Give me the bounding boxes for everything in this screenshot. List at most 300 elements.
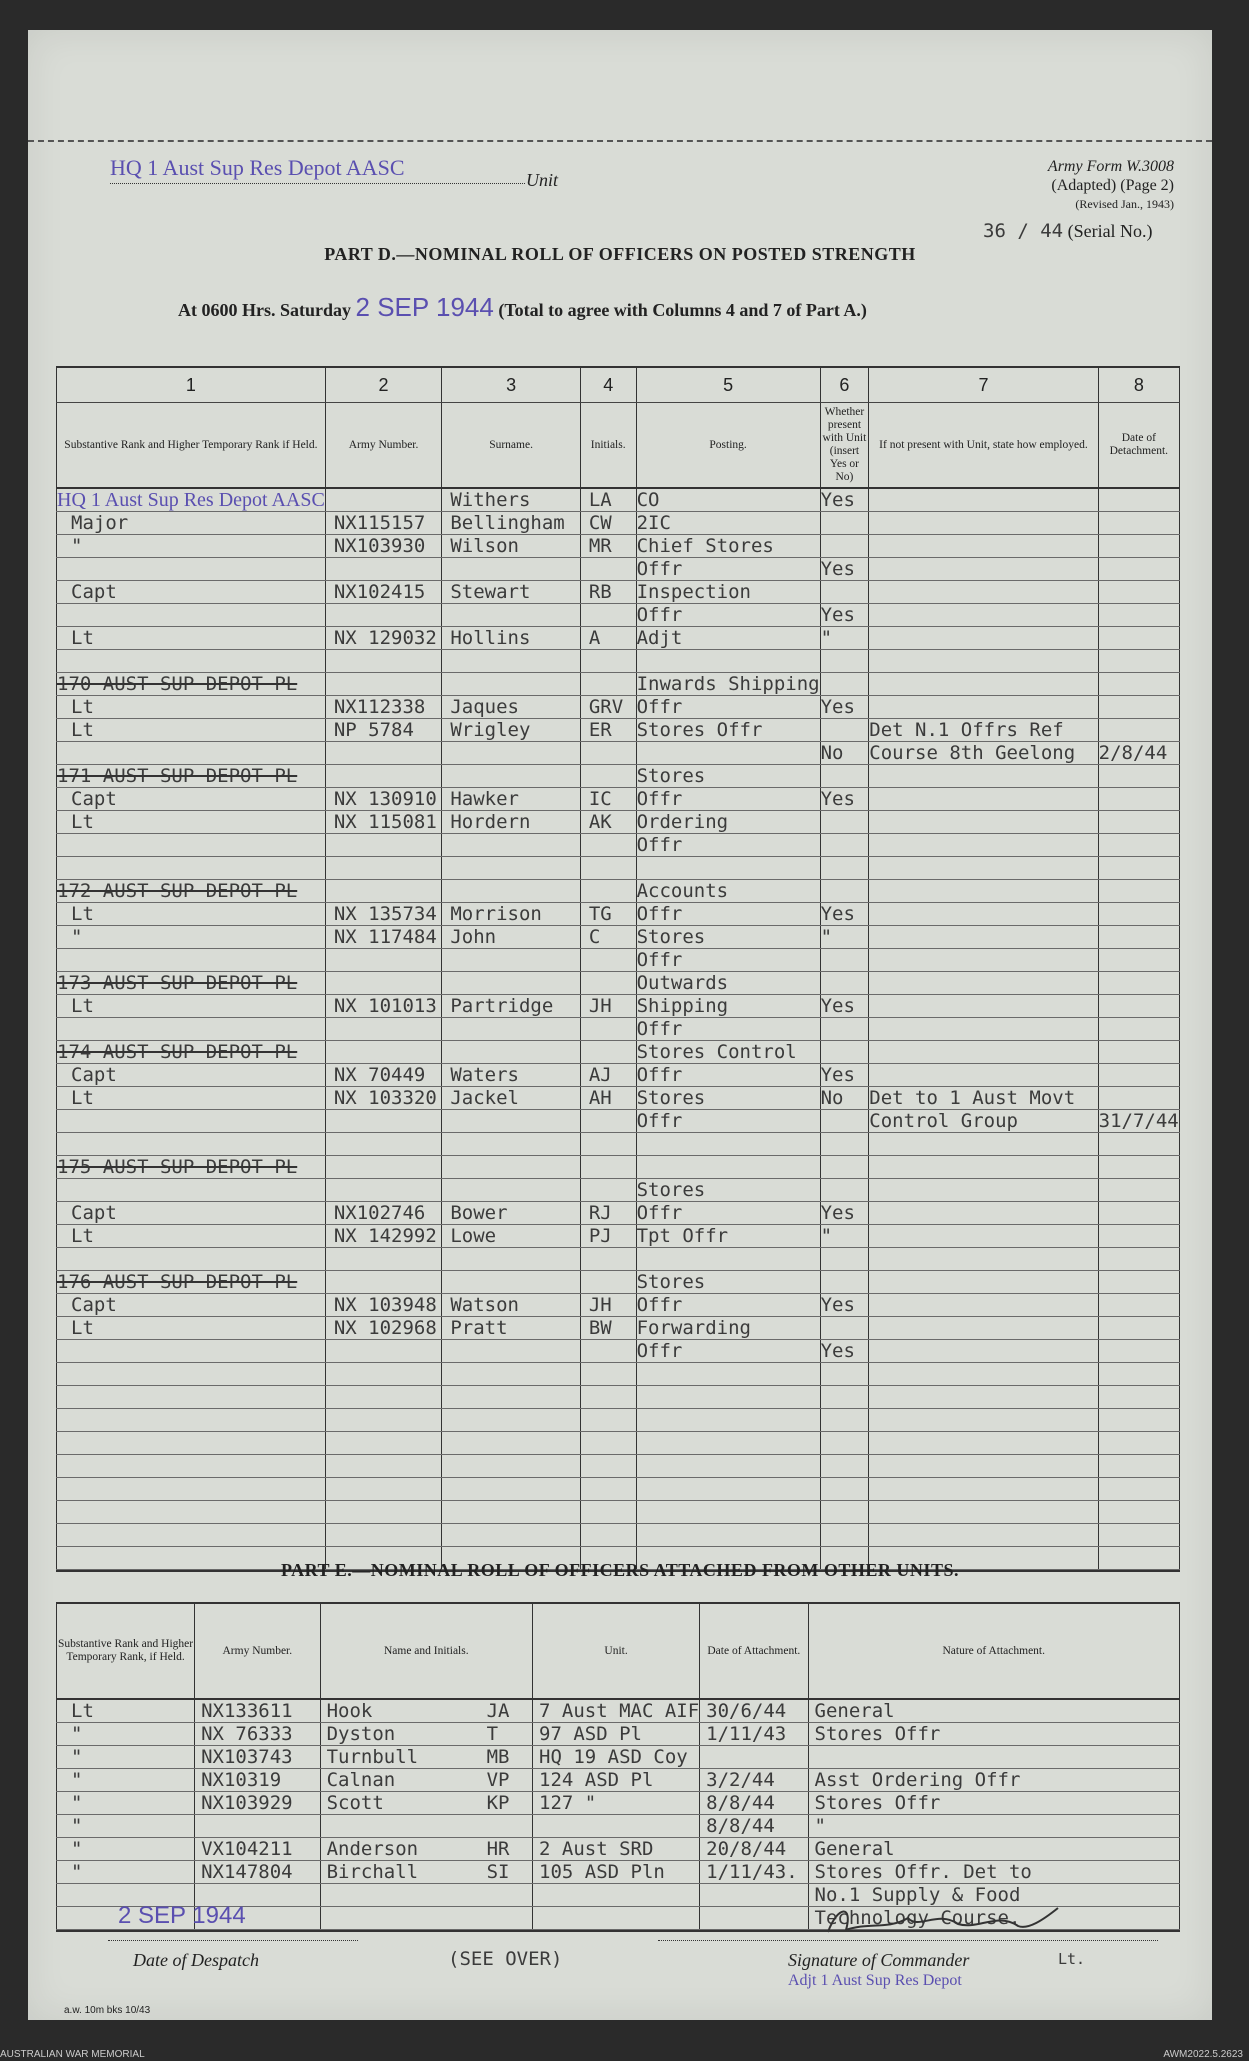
cell-surname: [442, 1409, 581, 1432]
cell-posting: [636, 1225, 820, 1248]
cell-initials-text: KP: [486, 1792, 510, 1814]
cell-rank-text: Lt: [71, 811, 94, 833]
cell-unit-text: [533, 1907, 539, 1929]
cell-initials: [580, 512, 636, 535]
cell-present: [820, 1478, 869, 1501]
table-row: [57, 1524, 1180, 1547]
cell-date-text: 20/8/44: [706, 1838, 787, 1860]
cell-present: [820, 1202, 869, 1225]
at-prefix: At 0600 Hrs. Saturday: [178, 300, 352, 320]
cell-nature: [808, 1769, 1180, 1792]
table-row: [57, 535, 1180, 558]
cell-date: [700, 1861, 808, 1884]
table-row: [57, 765, 1180, 788]
cell-surname: [442, 972, 581, 995]
cell-unit: [533, 1723, 700, 1746]
cell-rank-text: ": [71, 926, 83, 948]
cell-rank: [57, 1386, 326, 1409]
cell-unit: [533, 1884, 700, 1907]
cell-posting: [636, 1179, 820, 1202]
cell-surname: [442, 1133, 581, 1156]
cell-posting-text: Inspection: [636, 581, 751, 603]
cell-surname: [442, 1248, 581, 1271]
cell-number-text: NX147804: [201, 1861, 293, 1883]
table-row: [57, 857, 1180, 880]
cell-rank-text: Capt: [71, 1202, 117, 1224]
cell-employed: [869, 512, 1098, 535]
cell-number: [325, 1409, 442, 1432]
cell-posting: [636, 673, 820, 696]
cell-number: [325, 880, 442, 903]
cell-number: [325, 1064, 442, 1087]
cell-rank-text: Capt: [71, 1294, 117, 1316]
cell-employed: [869, 1478, 1098, 1501]
cell-rank-text: Lt: [71, 696, 94, 718]
cell-posting: [636, 1271, 820, 1294]
cell-present-text: Yes: [820, 995, 855, 1017]
cell-surname: [442, 1524, 581, 1547]
cell-date: [1098, 604, 1179, 627]
part-e-column-header-5: Date of Attachment.: [700, 1603, 808, 1699]
adjutant-stamp: Adjt 1 Aust Sup Res Depot: [788, 1972, 962, 1989]
cell-surname: [442, 719, 581, 742]
cell-present: [820, 673, 869, 696]
cell-rank: [57, 558, 326, 581]
cell-posting-text: CO: [636, 489, 660, 511]
cell-number: [325, 1018, 442, 1041]
cell-employed: [869, 1087, 1098, 1110]
part-e-header-row: [57, 1603, 1180, 1699]
signature-rank: Lt.: [1058, 1950, 1086, 1968]
cell-number: [325, 834, 442, 857]
column-number-row: [57, 367, 1180, 403]
cell-initials: [580, 1386, 636, 1409]
cell-rank: [57, 1501, 326, 1524]
cell-initials: [580, 972, 636, 995]
cell-number: [325, 719, 442, 742]
cell-unit-text: 7 Aust MAC AIF: [539, 1700, 700, 1722]
cell-initials: [580, 627, 636, 650]
cell-rank-text: ": [71, 535, 83, 557]
cell-surname-text: Partridge: [450, 995, 554, 1017]
cell-name-text: Calnan: [326, 1769, 396, 1791]
cell-employed: [869, 558, 1098, 581]
table-row: [57, 1133, 1180, 1156]
cell-present-text: No: [820, 1087, 844, 1109]
cell-present-text: Yes: [820, 1294, 855, 1316]
cell-initials-text: T: [486, 1723, 499, 1745]
cell-number-text: NX102415: [333, 581, 426, 603]
cell-posting-text: Stores: [636, 1179, 706, 1201]
cell-surname: [442, 1041, 581, 1064]
cell-present: [820, 1432, 869, 1455]
cell-number: [325, 926, 442, 949]
cell-initials: [580, 1133, 636, 1156]
cell-rank: [57, 1861, 195, 1884]
cell-initials: [580, 1478, 636, 1501]
cell-present: [820, 558, 869, 581]
cell-surname: [442, 811, 581, 834]
cell-initials: [580, 1064, 636, 1087]
cell-nature-text: Asst Ordering Offr: [814, 1769, 1021, 1791]
cell-initials-text: A: [588, 627, 601, 649]
cell-number: [325, 1340, 442, 1363]
cell-present-text: Yes: [820, 558, 855, 580]
cell-employed: [869, 857, 1098, 880]
cell-initials: [580, 995, 636, 1018]
cell-posting: [636, 488, 820, 512]
cell-rank-text: Lt: [71, 1087, 94, 1109]
cell-initials: [580, 1110, 636, 1133]
archive-credit: AUSTRALIAN WAR MEMORIAL: [0, 2049, 145, 2060]
cell-posting: [636, 1409, 820, 1432]
cell-employed: [869, 1018, 1098, 1041]
cell-posting-text: Offr: [636, 604, 683, 626]
cell-initials-text: CW: [588, 512, 612, 534]
table-row: [57, 650, 1180, 673]
cell-employed: [869, 1294, 1098, 1317]
cell-date: [1098, 1501, 1179, 1524]
cell-employed: [869, 949, 1098, 972]
cell-number: [325, 1455, 442, 1478]
form-revision: (Revised Jan., 1943): [1075, 197, 1174, 211]
cell-posting-text: Adjt: [636, 627, 683, 649]
cell-initials-text: SI: [486, 1861, 510, 1883]
cell-rank: [57, 926, 326, 949]
cell-initials-text: AK: [588, 811, 612, 833]
cell-posting: [636, 1156, 820, 1179]
cell-employed: [869, 903, 1098, 926]
cell-initials-text: JA: [486, 1700, 510, 1722]
cell-date: [1098, 1317, 1179, 1340]
despatch-date-stamp: 2 SEP 1944: [118, 1902, 246, 1929]
cell-number: [325, 1271, 442, 1294]
cell-rank: [57, 604, 326, 627]
cell-unit: [533, 1746, 700, 1769]
cell-present-text: Yes: [820, 1340, 855, 1362]
cell-date: [1098, 1294, 1179, 1317]
cell-present: [820, 1248, 869, 1271]
cell-date: [1098, 535, 1179, 558]
cell-present: [820, 650, 869, 673]
cell-present: [820, 1110, 869, 1133]
cell-date: [1098, 742, 1179, 765]
table-row: [57, 581, 1180, 604]
cell-date: [1098, 1386, 1179, 1409]
cell-initials: [580, 1340, 636, 1363]
cell-date: [1098, 1087, 1179, 1110]
cell-initials-text: IC: [588, 788, 612, 810]
cell-present: [820, 1363, 869, 1386]
cell-surname: [442, 696, 581, 719]
cell-number: [325, 1156, 442, 1179]
cell-date: [1098, 1225, 1179, 1248]
table-row: [57, 995, 1180, 1018]
cell-surname-text: John: [450, 926, 497, 948]
cell-posting-text: Stores Control: [636, 1041, 797, 1063]
cell-number-text: NX 103948: [333, 1294, 437, 1316]
cell-date: [1098, 1064, 1179, 1087]
cell-rank-text: 171 AUST SUP DEPOT PL: [57, 765, 298, 787]
perforation-line: [28, 140, 1212, 142]
cell-nature-text: Stores Offr: [814, 1723, 941, 1745]
cell-initials: [580, 604, 636, 627]
cell-present: [820, 1041, 869, 1064]
cell-surname-text: Waters: [450, 1064, 519, 1086]
cell-employed: [869, 1156, 1098, 1179]
cell-present: [820, 1386, 869, 1409]
cell-rank: [57, 903, 326, 926]
table-row: [57, 1271, 1180, 1294]
cell-date-text: [700, 1884, 706, 1906]
cell-rank: [57, 742, 326, 765]
cell-rank-text: Lt: [71, 1225, 94, 1247]
cell-date: [1098, 1248, 1179, 1271]
cell-present: [820, 1455, 869, 1478]
cell-nature: [808, 1861, 1180, 1884]
cell-present: [820, 1317, 869, 1340]
cell-present: [820, 765, 869, 788]
cell-posting: [636, 604, 820, 627]
cell-number: [325, 1179, 442, 1202]
cell-nature-text: General: [814, 1700, 895, 1722]
table-row: [57, 1294, 1180, 1317]
cell-number-text: NX112338: [333, 696, 426, 718]
cell-rank: [57, 1110, 326, 1133]
cell-surname: [442, 926, 581, 949]
cell-number-text: NX 76333: [201, 1723, 293, 1745]
cell-posting-text: Offr: [636, 558, 683, 580]
table-row: [57, 512, 1180, 535]
cell-initials-text: AH: [588, 1087, 612, 1109]
cell-rank-text: 176 AUST SUP DEPOT PL: [57, 1271, 298, 1293]
cell-nature-text: Stores Offr. Det to: [814, 1861, 1032, 1883]
cell-rank: [57, 1746, 195, 1769]
cell-rank: [57, 627, 326, 650]
unit-dotted-line: [110, 183, 525, 184]
cell-unit-text: 127 ": [539, 1792, 597, 1814]
cell-surname: [442, 604, 581, 627]
cell-surname: [442, 903, 581, 926]
cell-posting: [636, 1501, 820, 1524]
cell-surname: [442, 1271, 581, 1294]
column-number-2: 2: [325, 367, 442, 403]
cell-date: [1098, 1018, 1179, 1041]
cell-surname: [442, 650, 581, 673]
cell-posting-text: Forwarding: [636, 1317, 751, 1339]
cell-name-text: Anderson: [326, 1838, 419, 1860]
cell-nature-text: Technology Course.: [814, 1907, 1021, 1929]
table-row: [57, 949, 1180, 972]
column-number-4: 4: [580, 367, 636, 403]
cell-number: [325, 1133, 442, 1156]
cell-employed: [869, 811, 1098, 834]
cell-rank: [57, 1838, 195, 1861]
cell-initials: [580, 1409, 636, 1432]
cell-posting: [636, 1432, 820, 1455]
table-row: [57, 1018, 1180, 1041]
cell-date: [700, 1723, 808, 1746]
cell-rank-text: [57, 1884, 71, 1906]
table-row: [57, 1815, 1180, 1838]
cell-posting: [636, 1133, 820, 1156]
cell-rank: [57, 1087, 326, 1110]
cell-nature: [808, 1746, 1180, 1769]
cell-posting: [636, 1041, 820, 1064]
table-row: [57, 1363, 1180, 1386]
cell-posting: [636, 811, 820, 834]
cell-nature-text: ": [814, 1815, 826, 1837]
cell-employed: [869, 1455, 1098, 1478]
cell-surname: [442, 857, 581, 880]
cell-posting: [636, 1386, 820, 1409]
cell-rank-text: 174 AUST SUP DEPOT PL: [57, 1041, 298, 1063]
cell-posting: [636, 1018, 820, 1041]
cell-date: [1098, 1110, 1179, 1133]
cell-present-text: ": [820, 926, 833, 948]
cell-number: [325, 788, 442, 811]
cell-unit-text: HQ 19 ASD Coy: [539, 1746, 688, 1768]
cell-initials: [580, 650, 636, 673]
cell-rank-text: HQ 1 Aust Sup Res Depot AASC: [57, 489, 325, 511]
cell-posting-text: Tpt Offr: [636, 1225, 729, 1247]
cell-date: [1098, 1432, 1179, 1455]
cell-date-text: 1/11/43: [706, 1723, 787, 1745]
cell-posting: [636, 926, 820, 949]
cell-rank: [57, 788, 326, 811]
cell-unit: [533, 1838, 700, 1861]
cell-rank: [57, 1317, 326, 1340]
cell-present: [820, 535, 869, 558]
cell-name: [320, 1769, 532, 1792]
cell-surname: [442, 1363, 581, 1386]
cell-posting-text: Chief Stores: [636, 535, 774, 557]
cell-date: [1098, 1156, 1179, 1179]
cell-rank: [57, 995, 326, 1018]
cell-date: [1098, 995, 1179, 1018]
cell-number: [325, 1294, 442, 1317]
cell-present: [820, 1294, 869, 1317]
table-row: [57, 1041, 1180, 1064]
cell-number: [325, 765, 442, 788]
cell-surname-text: Hawker: [450, 788, 519, 810]
cell-date-text: 2/8/44: [1098, 742, 1168, 764]
cell-employed: [869, 535, 1098, 558]
table-row: [57, 696, 1180, 719]
cell-number-text: NP 5784: [333, 719, 414, 741]
cell-employed: [869, 650, 1098, 673]
cell-posting-text: Stores: [636, 1087, 706, 1109]
table-row: [57, 1409, 1180, 1432]
cell-rank: [57, 1202, 326, 1225]
cell-rank-text: ": [71, 1838, 83, 1860]
cell-rank: [57, 581, 326, 604]
cell-posting-text: Offr: [636, 1340, 683, 1362]
cell-date-text: 30/6/44: [706, 1700, 787, 1722]
cell-present: [820, 857, 869, 880]
cell-employed: [869, 696, 1098, 719]
cell-date-text: 8/8/44: [706, 1792, 775, 1814]
cell-surname: [442, 834, 581, 857]
signature-label: Signature of Commander: [788, 1950, 970, 1970]
part-d-table: [56, 366, 1180, 1572]
table-row: [57, 1455, 1180, 1478]
cell-surname: [442, 535, 581, 558]
cell-initials: [580, 949, 636, 972]
cell-name: [320, 1838, 532, 1861]
cell-rank-text: ": [71, 1815, 83, 1837]
cell-employed: [869, 1133, 1098, 1156]
cell-unit: [533, 1792, 700, 1815]
cell-initials: [580, 1524, 636, 1547]
cell-surname: [442, 1087, 581, 1110]
cell-rank: [57, 719, 326, 742]
table-row: [57, 1838, 1180, 1861]
cell-posting: [636, 1524, 820, 1547]
table-row: [57, 880, 1180, 903]
cell-initials-text: VP: [486, 1769, 510, 1791]
part-e-column-header-4: Unit.: [533, 1603, 700, 1699]
cell-posting: [636, 627, 820, 650]
cell-initials: [580, 1087, 636, 1110]
cell-present-text: Yes: [820, 1064, 855, 1086]
cell-date: [700, 1746, 808, 1769]
cell-rank-text: ": [71, 1792, 83, 1814]
printer-note: a.w. 10m bks 10/43: [64, 2005, 151, 2016]
cell-employed: [869, 926, 1098, 949]
signature-dotted-line: [658, 1940, 1158, 1941]
cell-rank: [57, 1455, 326, 1478]
part-e-column-header-2: Army Number.: [195, 1603, 321, 1699]
cell-number: [195, 1723, 321, 1746]
cell-employed: [869, 1317, 1098, 1340]
cell-surname: [442, 765, 581, 788]
cell-employed: [869, 1386, 1098, 1409]
table-row: [57, 1792, 1180, 1815]
cell-number: [325, 512, 442, 535]
cell-posting: [636, 581, 820, 604]
table-row: [57, 1501, 1180, 1524]
cell-rank: [57, 1699, 195, 1723]
cell-rank-text: Major: [71, 512, 129, 534]
cell-date-text: [700, 1746, 706, 1768]
cell-rank: [57, 880, 326, 903]
cell-posting: [636, 696, 820, 719]
column-number-8: 8: [1098, 367, 1179, 403]
at-date-stamp: 2 SEP 1944: [355, 292, 494, 322]
cell-number: [325, 1478, 442, 1501]
cell-employed: [869, 1432, 1098, 1455]
part-e-title: PART E.—NOMINAL ROLL OF OFFICERS ATTACHED FROM OTHER UNITS.: [281, 1560, 959, 1580]
cell-posting-text: Shipping: [636, 995, 729, 1017]
cell-number-text: NX 142992: [333, 1225, 437, 1247]
cell-number-text: NX103930: [333, 535, 426, 557]
cell-employed: [869, 788, 1098, 811]
cell-rank: [57, 673, 326, 696]
cell-rank: [57, 765, 326, 788]
cell-unit-text: [533, 1884, 539, 1906]
cell-name: [320, 1723, 532, 1746]
cell-present: [820, 880, 869, 903]
cell-initials: [580, 926, 636, 949]
cell-date: [1098, 972, 1179, 995]
cell-surname-text: Bellingham: [450, 512, 565, 534]
cell-present-text: Yes: [820, 489, 855, 511]
cell-employed-text: Course 8th Geelong: [869, 742, 1076, 764]
cell-rank-text: ": [71, 1861, 83, 1883]
cell-date: [1098, 765, 1179, 788]
cell-posting: [636, 558, 820, 581]
